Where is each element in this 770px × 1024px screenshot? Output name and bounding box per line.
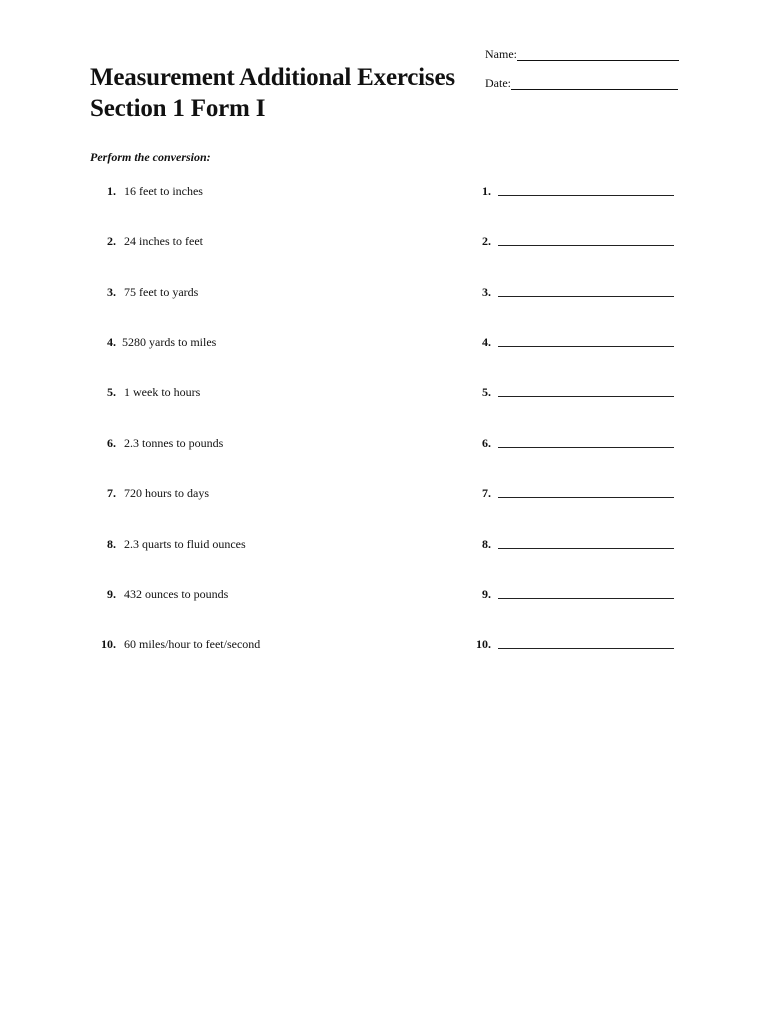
date-field [485,76,678,90]
title-line-2: Section 1 Form I [90,95,266,122]
name-field [485,47,679,61]
answer-number: 9. [482,587,491,601]
question-row [0,435,770,451]
answer-blank[interactable] [498,447,674,448]
answer-number: 5. [482,385,491,399]
question-text: 720 hours to days [124,486,209,500]
question-row [0,586,770,602]
question-text: 60 miles/hour to feet/second [124,637,261,651]
name-label: Name: [485,47,517,61]
question-number: 10. [101,637,116,651]
answer-number: 2. [482,234,491,248]
answer-blank[interactable] [498,396,674,397]
title-line-1: Measurement Additional Exercises [90,64,455,91]
question-text: 16 feet to inches [124,184,203,198]
question-number: 6. [107,436,116,450]
answer-number: 8. [482,537,491,551]
question-number: 2. [107,234,116,248]
question-row [0,233,770,249]
question-number: 3. [107,285,116,299]
answer-blank[interactable] [498,346,674,347]
answer-blank[interactable] [498,648,674,649]
question-number: 4. [107,335,116,349]
question-text: 75 feet to yards [124,285,199,299]
answer-blank[interactable] [498,497,674,498]
answer-blank[interactable] [498,245,674,246]
page-title [90,62,455,124]
answer-number: 4. [482,335,491,349]
question-row [0,636,770,652]
answer-number: 6. [482,436,491,450]
answer-blank[interactable] [498,296,674,297]
answer-blank[interactable] [498,598,674,599]
question-row [0,485,770,501]
question-number: 7. [107,486,116,500]
answer-blank[interactable] [498,548,674,549]
date-blank[interactable] [511,77,678,90]
question-text: 5280 yards to miles [122,335,217,349]
name-blank[interactable] [517,48,679,61]
question-row [0,384,770,400]
question-number: 8. [107,537,116,551]
answer-number: 3. [482,285,491,299]
answer-number: 7. [482,486,491,500]
question-number: 1. [107,184,116,198]
answer-number: 1. [482,184,491,198]
question-number: 5. [107,385,116,399]
question-row [0,183,770,199]
answer-blank[interactable] [498,195,674,196]
question-row [0,334,770,350]
question-text: 432 ounces to pounds [124,587,229,601]
date-label: Date: [485,76,511,90]
question-row [0,284,770,300]
question-text: 2.3 quarts to fluid ounces [124,537,246,551]
question-text: 1 week to hours [124,385,201,399]
question-text: 2.3 tonnes to pounds [124,436,224,450]
question-number: 9. [107,587,116,601]
question-text: 24 inches to feet [124,234,203,248]
instructions: Perform the conversion: [90,150,211,164]
question-row [0,536,770,552]
answer-number: 10. [476,637,491,651]
